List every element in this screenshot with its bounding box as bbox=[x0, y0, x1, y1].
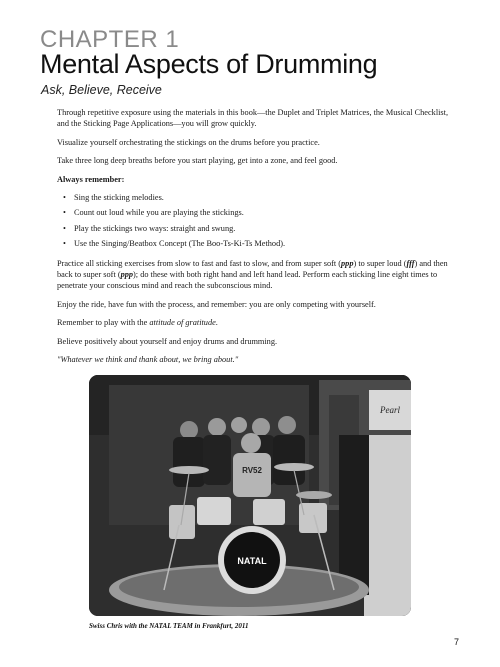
practice-text-2: ) to super loud ( bbox=[353, 258, 407, 268]
chapter-title: Mental Aspects of Drumming bbox=[40, 49, 378, 79]
paragraph-enjoy: Enjoy the ride, have fun with the process, and remember: you are only competing with yourself. bbox=[57, 299, 376, 309]
practice-text-4: ); do these with both right hand and left hand lead. Perform each sticking line eight times to penetrate your conscious mind and reach the subconscious mind. bbox=[57, 270, 438, 291]
photo-illustration bbox=[89, 375, 411, 616]
gratitude-text-1: Remember to play with the bbox=[57, 318, 150, 328]
paragraph-believe: Believe positively about yourself and enjoy drums and drumming. bbox=[57, 336, 278, 346]
dynamic-ppp: ppp bbox=[341, 258, 354, 268]
chapter-subtitle: Ask, Believe, Receive bbox=[41, 83, 162, 97]
gratitude-text-2: . bbox=[215, 318, 218, 328]
paragraph-practice bbox=[57, 258, 452, 292]
always-remember-heading: Always remember: bbox=[57, 174, 125, 184]
quote-text: "Whatever we think and thank about, we bring about." bbox=[57, 355, 239, 365]
paragraph-gratitude bbox=[57, 317, 452, 328]
list-item: • Sing the sticking melodies. bbox=[57, 192, 452, 203]
photo-caption: Swiss Chris with the NATAL TEAM in Frankfurt, 2011 bbox=[89, 622, 249, 630]
page-number: 7 bbox=[453, 637, 459, 647]
paragraph-intro: Through repetitive exposure using the materials in this book—the Duplet and Triplet Matrices, the Musical Checklist, and the Sticking Page Applications—you will grow quickly. bbox=[57, 108, 449, 129]
team-photo bbox=[89, 375, 411, 616]
dynamic-ppp: ppp bbox=[120, 270, 134, 280]
remember-list bbox=[57, 192, 452, 250]
body-text bbox=[57, 107, 452, 373]
paragraph-breathe: Take three long deep breaths before you start playing, get into a zone, and feel good. bbox=[57, 156, 338, 166]
list-item: • Count out loud while you are playing the stickings. bbox=[57, 207, 452, 218]
chapter-label: CHAPTER 1 bbox=[40, 26, 180, 53]
kick-drum-logo: NATAL bbox=[237, 556, 267, 566]
quote bbox=[57, 354, 452, 365]
banner-text: Pearl bbox=[380, 405, 400, 415]
paragraph-visualize: Visualize yourself orchestrating the stickings on the drums before you practice. bbox=[57, 137, 320, 147]
list-item: • Play the stickings two ways: straight and swung. bbox=[57, 223, 452, 234]
practice-text-3: ) and then back to super soft ( bbox=[57, 258, 448, 280]
gratitude-italic: attitude of gratitude bbox=[149, 318, 216, 328]
practice-text-1: Practice all sticking exercises from slow to fast and fast to slow, and from super soft ( bbox=[57, 258, 342, 268]
list-item: • Use the Singing/Beatbox Concept (The Boo-Ts-Ki-Ts Method). bbox=[57, 238, 452, 249]
dynamic-fff: fff bbox=[406, 258, 415, 268]
shirt-text: RV52 bbox=[242, 466, 262, 475]
